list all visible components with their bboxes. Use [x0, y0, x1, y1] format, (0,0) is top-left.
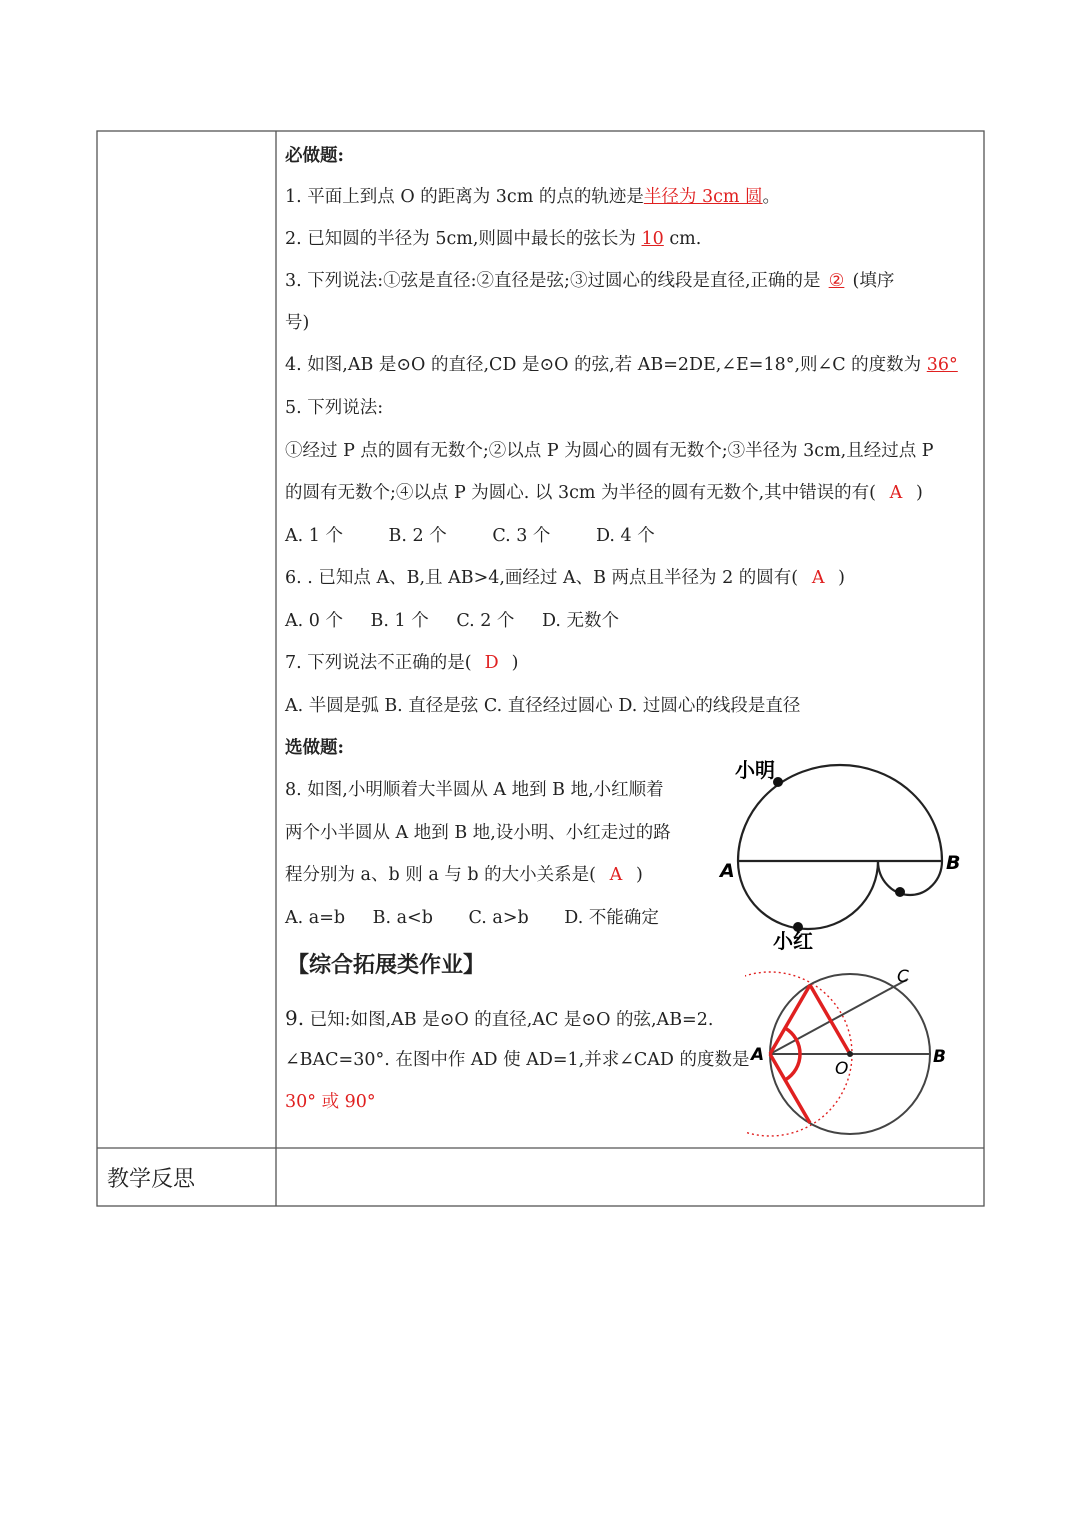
question-8-line2: 两个小半圆从 A 地到 B 地,设小明、小红走过的路: [285, 823, 671, 843]
label-b: B: [946, 852, 961, 874]
extension-heading: 【综合拓展类作业】: [287, 952, 486, 978]
answer-3: ②: [828, 271, 845, 291]
answer-5: A: [889, 483, 903, 503]
question-8-line1: 8. 如图,小明顺着大半圆从 A 地到 B 地,小红顺着: [285, 780, 664, 800]
question-6: 6. . 已知点 A、B,且 AB>4,画经过 A、B 两点且半径为 2 的圆有( A ): [285, 568, 845, 588]
question-5-line2: 的圆有无数个;④以点 P 为圆心. 以 3cm 为半径的圆有无数个,其中错误的有( A ): [285, 483, 923, 503]
label-c: C: [897, 967, 909, 987]
question-8-line3: 程分别为 a、b 则 a 与 b 的大小关系是( A ): [285, 865, 643, 885]
label-xiaoming: 小明: [735, 758, 775, 782]
answer-1: 半径为 3cm 圆: [643, 187, 763, 207]
question-5-options: A. 1 个 B. 2 个 C. 3 个 D. 4 个: [285, 526, 655, 546]
label-b: B: [933, 1047, 946, 1067]
segment-do: [810, 985, 850, 1054]
label-xiaohong: 小红: [773, 929, 813, 953]
answer-7: D: [484, 653, 499, 673]
answer-4: 36°: [926, 355, 958, 375]
small-semicircle-1: [738, 861, 878, 929]
question-9-line1: 9. 已知:如图,AB 是⊙O 的直径,AC 是⊙O 的弦,AB=2.: [285, 1006, 714, 1030]
answer-9: 30° 或 90°: [285, 1092, 376, 1112]
label-o: O: [835, 1059, 849, 1079]
question-4: 4. 如图,AB 是⊙O 的直径,CD 是⊙O 的弦,若 AB=2DE,∠E=18°,则∠C 的度数为 36°: [285, 355, 958, 375]
optional-heading: 选做题:: [285, 738, 344, 758]
question-5: 5. 下列说法:: [285, 398, 384, 418]
segment-ad-down: [770, 1054, 810, 1123]
question-3: 3. 下列说法:①弦是直径:②直径是弦;③过圆心的线段是直径,正确的是 ② (填序: [285, 271, 895, 291]
small-semicircle-2: [878, 861, 942, 895]
required-heading: 必做题:: [285, 146, 344, 166]
answer-2: 10: [641, 229, 664, 249]
question-7-options: A. 半圆是弧 B. 直径是弦 C. 直径经过圆心 D. 过圆心的线段是直径: [285, 696, 801, 716]
empty-left-cell: [97, 131, 275, 1147]
semicircle-figure: [715, 755, 970, 955]
question-1: 1. 平面上到点 O 的距离为 3cm 的点的轨迹是半径为 3cm 圆。: [285, 187, 781, 207]
xiaohong-dot-right: [895, 887, 905, 897]
question-3-cont: 号): [285, 313, 310, 333]
question-8-options: A. a=b B. a<b C. a>b D. 不能确定: [285, 908, 659, 928]
circle-construction-figure: [745, 962, 955, 1142]
label-a: A: [720, 860, 735, 882]
label-a: A: [751, 1045, 765, 1065]
teaching-reflection-label: 教学反思: [107, 1167, 196, 1192]
question-2: 2. 已知圆的半径为 5cm,则圆中最长的弦长为 10 cm.: [285, 229, 702, 249]
point-o: [847, 1051, 853, 1057]
question-9-line2: ∠BAC=30°. 在图中作 AD 使 AD=1,并求∠CAD 的度数是: [285, 1050, 750, 1070]
answer-6: A: [811, 568, 825, 588]
question-6-options: A. 0 个 B. 1 个 C. 2 个 D. 无数个: [285, 611, 620, 631]
question-5-line1: ①经过 P 点的圆有无数个;②以点 P 为圆心的圆有无数个;③半径为 3cm,且经过点 P: [285, 441, 934, 461]
question-7: 7. 下列说法不正确的是( D ): [285, 653, 519, 673]
answer-8: A: [609, 865, 623, 885]
